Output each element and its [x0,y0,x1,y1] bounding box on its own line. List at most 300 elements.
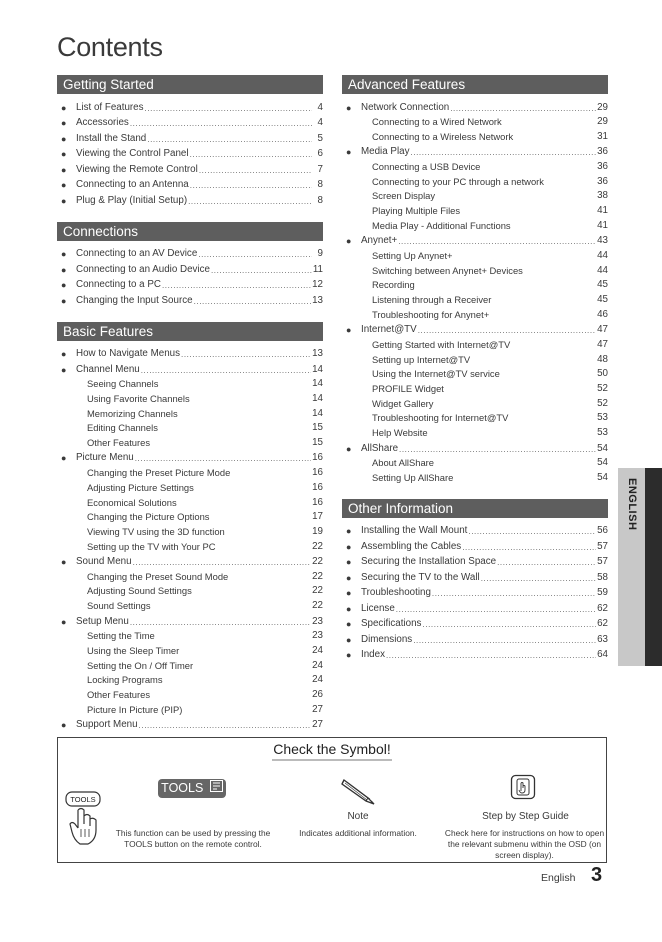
toc-right-column [342,75,608,660]
bullet-icon: ● [346,443,352,454]
toc-entry[interactable] [57,611,323,627]
toc-entry-label: Setting the Time [87,630,155,642]
bullet-icon: ● [61,720,67,731]
toc-entry-label: Recording [372,279,415,291]
toc-subentry[interactable] [57,596,323,611]
toc-entry-page: 38 [597,190,608,202]
toc-entry-page: 22 [312,600,323,612]
dot-leader [468,527,596,536]
bullet-icon: ● [346,572,352,583]
section-header: Connections [57,222,323,241]
toc-section [57,222,323,322]
toc-subentry[interactable] [342,216,608,231]
toc-subentry[interactable] [342,365,608,380]
section-header: Advanced Features [342,75,608,94]
toc-section [342,75,608,499]
toc-entry[interactable] [342,521,608,537]
toc-entry-page: 15 [312,436,323,448]
toc-entry-page: 44 [597,250,608,261]
toc-subentry[interactable] [57,582,323,597]
toc-entry-page: 62 [597,618,608,630]
toc-entry-label: Help Website [372,427,428,439]
toc-entry-label: Viewing the Control Panel [76,148,189,159]
toc-entry[interactable] [342,629,608,645]
toc-subentry[interactable] [342,246,608,261]
bullet-icon: ● [346,634,352,645]
bullet-icon: ● [61,557,67,568]
toc-entry-label: Using the Internet@TV service [372,368,500,380]
toc-entry-label: Adjusting Sound Settings [87,585,192,597]
dot-leader [130,618,311,627]
toc-entry-page: 45 [597,279,608,291]
toc-entry-label: Economical Solutions [87,496,177,508]
toc-entry-page: 47 [597,338,608,350]
toc-subentry[interactable] [57,671,323,686]
dot-leader [432,589,596,598]
toc-subentry[interactable] [342,409,608,424]
dot-leader [399,445,596,454]
tools-caption-line-2: TOOLS button on the remote control. [124,839,262,849]
note-caption: Indicates additional information. [299,828,417,838]
toc-entry-page: 54 [597,471,608,483]
toc-entry-label: Setting the On / Off Timer [87,659,194,671]
bullet-icon: ● [61,264,67,275]
toc-entry-page: 7 [317,163,323,175]
toc-entry-label: Using Favorite Channels [87,392,190,404]
toc-entry-label: Securing the TV to the Wall [361,571,480,583]
toc-entry-page: 13 [312,294,323,306]
toc-entry-page: 22 [312,540,323,552]
toc-entry[interactable] [342,142,608,158]
toc-entry-label: Other Features [87,436,151,448]
toc-subentry[interactable] [57,508,323,523]
toc-subentry[interactable] [342,187,608,202]
toc-entry[interactable] [57,448,323,464]
toc-entry-page: 16 [312,481,323,493]
toc-entry-page: 54 [597,457,608,469]
toc-entry-label: Connecting to your PC through a network [372,175,544,187]
toc-entry-page: 53 [597,412,608,424]
toc-entry-label: Anynet+ [361,235,398,247]
toc-entry[interactable] [342,567,608,583]
step-caption-line-3: screen display). [495,850,554,860]
toc-subentry[interactable] [57,463,323,478]
toc-entry-label: Memorizing Channels [87,407,178,419]
toc-entry-label: Dimensions [361,633,413,645]
bullet-icon: ● [346,557,352,568]
section-header: Other Information [342,499,608,518]
toc-entry-label: Viewing the Remote Control [76,163,198,175]
section-header: Getting Started [57,75,323,94]
toc-entry[interactable] [57,144,323,160]
toc-entry[interactable] [342,320,608,336]
toc-subentry[interactable] [57,433,323,448]
step-guide-icon [510,774,536,805]
dot-leader [130,119,312,128]
toc-entry[interactable] [57,715,323,731]
toc-entry-label: Setting Up Anynet+ [372,250,453,261]
toc-subentry[interactable] [342,305,608,320]
toc-entry-label: Sound Menu [76,556,132,568]
toc-entry-page: 22 [312,585,323,597]
toc-subentry[interactable] [57,641,323,656]
toc-entry[interactable] [342,598,608,614]
toc-entry-list [57,244,323,306]
toc-entry[interactable] [342,536,608,552]
toc-entry-label: Seeing Channels [87,378,159,390]
dot-leader [181,350,311,359]
toc-entry-label: Changing the Input Source [76,294,193,306]
bullet-icon: ● [346,619,352,630]
toc-entry[interactable] [342,438,608,454]
dot-leader [139,721,312,730]
toc-entry-page: 54 [597,442,608,454]
toc-entry-label: Setting up the TV with Your PC [87,540,216,552]
toc-entry[interactable] [57,359,323,375]
toc-entry-page: 29 [597,101,608,113]
toc-entry-page: 8 [317,194,323,206]
bullet-icon: ● [346,526,352,537]
bullet-icon: ● [61,118,67,128]
toc-entry-label: Installing the Wall Mount [361,525,468,537]
toc-entry-label: Switching between Anynet+ Devices [372,264,523,276]
toc-entry-page: 52 [597,383,608,394]
toc-entry-label: Listening through a Receiver [372,294,492,306]
toc-entry-page: 36 [597,161,608,173]
toc-entry-page: 23 [312,630,323,642]
toc-entry-page: 57 [597,540,608,552]
dot-leader [497,558,596,567]
toc-subentry[interactable] [57,685,323,700]
side-tab-edge [645,468,662,666]
toc-subentry[interactable] [342,276,608,291]
toc-entry-page: 22 [312,570,323,582]
toc-entry-label: Picture In Picture (PIP) [87,703,183,715]
toc-entry-page: 16 [312,467,323,479]
toc-entry-label: Locking Programs [87,674,163,686]
toc-subentry[interactable] [342,335,608,350]
toc-subentry[interactable] [342,157,608,172]
bullet-icon: ● [61,349,67,359]
bullet-icon: ● [61,280,67,290]
toc-entry-page: 19 [312,525,323,537]
toc-entry-list [342,97,608,483]
toc-subentry[interactable] [57,493,323,508]
toc-entry-label: AllShare [361,442,399,454]
dot-leader [199,166,312,175]
toc-entry-label: Getting Started with Internet@TV [372,338,511,350]
toc-entry-page: 58 [597,571,608,583]
toc-section [57,322,323,731]
toc-subentry[interactable] [342,379,608,394]
side-tab-label: ENGLISH [626,478,638,531]
toc-entry-page: 44 [597,264,608,276]
toc-entry-label: Connecting to a Wireless Network [372,130,514,142]
footer-page-number: 3 [591,864,603,886]
bullet-icon: ● [61,102,67,113]
bullet-icon: ● [346,236,352,247]
tools-caption-line-1: This function can be used by pressing the [115,828,271,838]
toc-entry-page: 27 [312,719,323,731]
toc-entry-page: 46 [597,308,608,320]
bullet-icon: ● [61,453,67,464]
toc-entry-page: 47 [597,324,608,336]
toc-entry[interactable] [57,259,323,275]
toc-entry[interactable] [57,175,323,191]
tools-remote-text: TOOLS [70,795,96,804]
toc-entry-label: Changing the Preset Picture Mode [87,467,231,479]
dot-leader [418,326,596,335]
toc-entry-label: Connecting to a PC [76,279,161,290]
toc-entry-page: 24 [312,674,323,686]
toc-subentry[interactable] [57,522,323,537]
toc-entry-label: Setup Menu [76,615,129,627]
toc-entry-page: 14 [312,392,323,404]
toc-entry-page: 13 [312,348,323,359]
toc-entry[interactable] [57,244,323,260]
toc-entry-label: Media Play [361,146,410,158]
toc-entry-label: Troubleshooting for Anynet+ [372,308,490,320]
toc-subentry[interactable] [57,419,323,434]
toc-entry-label: Adjusting Picture Settings [87,481,194,493]
section-spacer [342,483,608,499]
toc-subentry[interactable] [342,290,608,305]
toc-subentry[interactable] [342,113,608,128]
dot-leader [413,636,596,645]
toc-entry-page: 24 [312,659,323,671]
toc-entry-page: 45 [597,294,608,306]
toc-entry-page: 50 [597,368,608,380]
toc-subentry[interactable] [57,627,323,642]
toc-entry[interactable] [57,190,323,206]
toc-entry[interactable] [342,645,608,661]
toc-entry-label: Support Menu [76,719,138,731]
pencil-note-icon [338,776,378,811]
toc-entry-page: 14 [312,407,323,419]
bullet-icon: ● [346,102,352,113]
toc-entry-page: 11 [312,263,323,275]
toc-entry-label: Using the Sleep Timer [87,645,180,656]
bullet-icon: ● [61,249,67,259]
toc-entry[interactable] [57,290,323,306]
toc-entry-page: 52 [597,397,608,409]
section-spacer [57,206,323,222]
dot-leader [422,620,596,629]
bullet-icon: ● [346,650,352,661]
dot-leader [481,574,596,583]
bullet-icon: ● [346,325,352,336]
tools-badge [158,779,226,798]
toc-entry-label: Index [361,649,385,661]
tools-badge-label: TOOLS [161,781,204,795]
toc-entry-label: Securing the Installation Space [361,556,497,568]
toc-entry-label: Connecting a USB Device [372,161,481,173]
toc-subentry[interactable] [342,468,608,483]
toc-entry-page: 64 [597,649,608,661]
toc-entry-page: 24 [312,645,323,656]
bullet-icon: ● [61,180,67,190]
bullet-icon: ● [346,541,352,552]
toc-entry-label: Troubleshooting for Internet@TV [372,412,509,424]
dot-leader [396,605,596,614]
toc-entry-page: 4 [317,101,323,113]
dot-leader [145,104,312,113]
toc-entry-page: 36 [597,146,608,158]
toc-subentry[interactable] [342,394,608,409]
symbol-box-title: Check the Symbol! [272,741,392,761]
toc-entry[interactable] [342,552,608,568]
toc-entry[interactable] [57,275,323,291]
toc-entry-page: 16 [312,452,323,464]
toc-entry[interactable] [342,97,608,113]
bullet-icon: ● [346,603,352,614]
toc-left-column [57,75,323,730]
check-symbol-box [57,737,607,863]
dot-leader [141,366,311,375]
toc-entry-label: License [361,602,395,614]
toc-subentry[interactable] [57,656,323,671]
toc-entry-page: 48 [597,353,608,365]
page-title: Contents [57,32,163,62]
toc-entry-label: Setting Up AllShare [372,471,454,483]
toc-entry-label: Install the Stand [76,132,147,144]
toc-section [342,499,608,661]
toc-entry-page: 59 [597,587,608,599]
dot-leader [190,181,312,190]
toc-subentry[interactable] [342,172,608,187]
remote-hand-icon [64,790,108,853]
step-caption-line-2: the relevant submenu within the OSD (on [447,839,602,849]
bullet-icon: ● [61,133,67,144]
toc-entry-label: Sound Settings [87,600,151,612]
toc-subentry[interactable] [342,127,608,142]
toc-subentry[interactable] [342,201,608,216]
toc-entry-label: Accessories [76,117,129,128]
dot-leader [198,250,312,259]
toc-entry-label: Editing Channels [87,422,158,434]
dot-leader [450,104,596,113]
toc-entry-label: Viewing TV using the 3D function [87,525,225,537]
toc-entry-page: 43 [597,235,608,247]
toc-entry-label: Channel Menu [76,363,140,375]
toc-subentry[interactable] [57,537,323,552]
toc-subentry[interactable] [342,423,608,438]
toc-entry-label: Network Connection [361,101,450,113]
toc-entry-label: Connecting to an Antenna [76,179,189,190]
dot-leader [133,558,312,567]
dot-leader [398,237,596,246]
toc-entry-page: 16 [312,496,323,508]
toc-entry-page: 12 [312,279,323,290]
bullet-icon: ● [61,364,67,375]
toc-entry[interactable] [57,97,323,113]
toc-subentry[interactable] [57,567,323,582]
toc-entry-page: 41 [597,205,608,217]
toc-entry-label: Media Play - Additional Functions [372,219,511,231]
toc-entry-page: 23 [312,615,323,627]
toc-entry-label: Other Features [87,689,151,701]
toc-entry[interactable] [57,552,323,568]
section-header: Basic Features [57,322,323,341]
toc-entry-list [57,344,323,731]
toc-subentry[interactable] [57,478,323,493]
toc-entry-page: 22 [312,556,323,568]
toc-entry-page: 5 [317,132,323,144]
toc-entry-label: Internet@TV [361,324,417,336]
toc-entry-page: 41 [597,219,608,231]
toc-entry-page: 57 [597,556,608,568]
toc-entry-label: Troubleshooting [361,587,431,599]
toc-entry-page: 14 [312,378,323,390]
toc-entry-page: 53 [597,427,608,439]
toc-entry-page: 17 [312,511,323,523]
toc-entry[interactable] [57,128,323,144]
toc-subentry[interactable] [57,404,323,419]
dot-leader [194,297,312,306]
toc-entry-page: 8 [317,179,323,190]
dot-leader [410,148,596,157]
toc-entry-label: Widget Gallery [372,397,434,409]
side-tab-label-wrap [619,468,645,666]
toc-entry-label: List of Features [76,101,144,113]
toc-entry-label: Setting up Internet@TV [372,353,471,365]
footer-language: English [541,872,576,884]
toc-entry[interactable] [342,583,608,599]
bullet-icon: ● [61,616,67,627]
toc-entry-list [342,521,608,661]
toc-entry-page: 4 [317,117,323,128]
toc-entry-page: 6 [317,148,323,159]
toc-subentry[interactable] [342,350,608,365]
dot-leader [135,454,311,463]
toc-entry-page: 27 [312,703,323,715]
toc-entry-label: Assembling the Cables [361,540,462,552]
dot-leader [386,651,596,660]
dot-leader [147,135,312,144]
step-symbol-name: Step by Step Guide [482,811,569,822]
toc-subentry[interactable] [342,454,608,469]
toc-entry-page: 15 [312,422,323,434]
toc-entry-label: Picture Menu [76,452,134,464]
toc-subentry[interactable] [342,261,608,276]
bullet-icon: ● [61,164,67,175]
toc-entry-label: Playing Multiple Files [372,205,461,217]
toc-entry-label: Connecting to a Wired Network [372,116,502,128]
toc-subentry[interactable] [57,389,323,404]
toc-entry[interactable] [57,113,323,129]
toc-entry-label: Connecting to an Audio Device [76,263,210,275]
toc-entry-label: How to Navigate Menus [76,348,181,359]
toc-entry[interactable] [57,159,323,175]
toc-entry[interactable] [342,614,608,630]
dot-leader [162,281,311,290]
toc-entry[interactable] [342,231,608,247]
tools-list-icon [210,779,223,798]
dot-leader [188,197,312,206]
toc-entry-page: 26 [312,689,323,701]
note-symbol-name: Note [347,811,369,822]
toc-section [57,75,323,222]
toc-subentry[interactable] [57,375,323,390]
dot-leader [211,266,312,275]
toc-entry-page: 56 [597,525,608,537]
toc-subentry[interactable] [57,700,323,715]
section-spacer [57,306,323,322]
toc-entry-label: Specifications [361,618,422,630]
toc-entry-page: 63 [597,633,608,645]
toc-entry-list [57,97,323,206]
toc-entry[interactable] [57,344,323,360]
